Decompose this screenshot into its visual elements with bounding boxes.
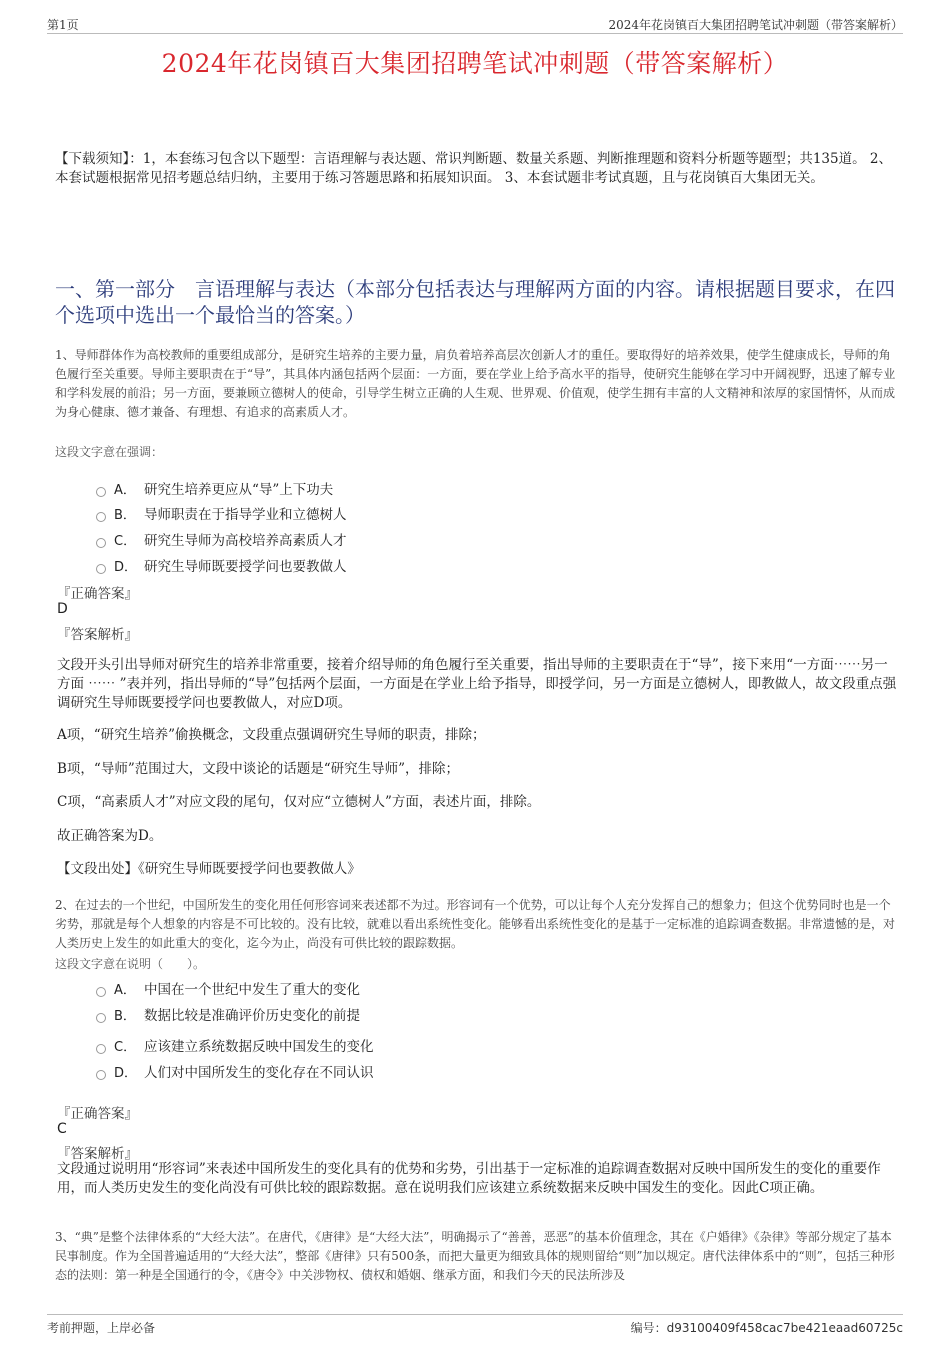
radio-icon[interactable] xyxy=(96,987,106,997)
question-1-text: 1、导师群体作为高校教师的重要组成部分，是研究生培养的主要力量，肩负着培养高层次创新人才的重任。要取得好的培养效果，使学生健康成长，导师的角色履行至关重要。导师主要职责在于“导”，其具体内涵包括两个层面：一方面，要在学业上给予高水平的指导，使研究生能够在学习中开阔视野，迅速了解专业和学科发展的前沿；另一方面，要兼顾立德树人的使命，引导学生树立正确的人生观、世界观、价值观，使学生拥有丰富的人文精神和浓厚的家国情怀，从而成为身心健康、德才兼备、有理想、有追求的高素质人才。 xyxy=(55,348,896,419)
radio-icon[interactable] xyxy=(96,538,106,548)
footer-slogan: 考前押题，上岸必备 xyxy=(47,1321,156,1335)
page-footer xyxy=(47,1314,903,1335)
q2-option-a[interactable]: A． 中国在一个世纪中发生了重大的变化 xyxy=(96,978,360,998)
q2-option-d[interactable]: D． 人们对中国所发生的变化存在不同认识 xyxy=(96,1061,374,1081)
radio-icon[interactable] xyxy=(96,512,106,522)
q1-source: 【文段出处】《研究生导师既要授学问也要教做人》 xyxy=(57,861,361,877)
radio-icon[interactable] xyxy=(96,1013,106,1023)
page-number: 第1页 xyxy=(47,18,79,32)
page-header xyxy=(47,15,903,34)
q1-analysis-b: B项，“导师”范围过大，文段中谈论的话题是“研究生导师”，排除； xyxy=(57,761,460,777)
question-2-prompt: 这段文字意在说明（ ）。 xyxy=(55,957,206,971)
radio-icon[interactable] xyxy=(96,564,106,574)
question-3-text: 3、“典”是整个法律体系的“大经大法”。在唐代，《唐律》是“大经大法”，明确揭示了“善善，恶恶”的基本价值理念，其在《户婚律》《杂律》等部分规定了基本民事制度。作为全国普遍适用的“大经大法”，整部《唐律》只有500条，而把大量更为细致具体的规则留给“则”加以规定。唐代法律体系中的“则”，包括三种形态的法则：第一种是全国通行的令，《唐令》中关涉物权、债权和婚姻、继承方面，和我们今天的民法所涉及 xyxy=(55,1230,895,1282)
section-heading: 一、第一部分 言语理解与表达（本部分包括表达与理解两方面的内容。请根据题目要求，在四个选项中选出一个最恰当的答案。） xyxy=(55,277,895,327)
radio-icon[interactable] xyxy=(96,487,106,497)
q1-analysis-main: 文段开头引出导师对研究生的培养非常重要，接着介绍导师的角色履行至关重要，指出导师的主要职责在于“导”，接下来用“一方面⋯⋯另一方面 ⋯⋯ ”表并列，指出导师的“导”包括两个层面，一方面是在学业上给予指导，即授学问，另一方面是立德树人，即教做人，故文段重点强调研究生导师既要授学问也要教做人，对应D项。 xyxy=(57,657,897,711)
q1-analysis-c: C项，“高素质人才”对应文段的尾句，仅对应“立德树人”方面，表述片面，排除。 xyxy=(57,794,541,810)
q1-analysis-a: A项，“研究生培养”偷换概念，文段重点强调研究生导师的职责，排除； xyxy=(57,727,486,743)
q1-option-c[interactable]: C． 研究生导师为高校培养高素质人才 xyxy=(96,529,347,549)
q2-correct-label: 『正确答案』 xyxy=(57,1106,138,1122)
radio-icon[interactable] xyxy=(96,1044,106,1054)
q1-option-b[interactable]: B． 导师职责在于指导学业和立德树人 xyxy=(96,503,347,523)
q1-answer: D xyxy=(57,601,68,617)
q1-option-a[interactable]: A． 研究生培养更应从“导”上下功夫 xyxy=(96,478,333,498)
q1-correct-label: 『正确答案』 xyxy=(57,586,138,602)
question-1-prompt: 这段文字意在强调： xyxy=(55,445,164,459)
q2-option-b[interactable]: B． 数据比较是准确评价历史变化的前提 xyxy=(96,1004,360,1024)
q2-option-c[interactable]: C． 应该建立系统数据反映中国发生的变化 xyxy=(96,1035,374,1055)
q1-option-d[interactable]: D． 研究生导师既要授学问也要教做人 xyxy=(96,555,347,575)
q1-conclusion: 故正确答案为D。 xyxy=(57,828,163,844)
q2-analysis: 文段通过说明用“形容词”来表述中国所发生的变化具有的优势和劣势，引出基于一定标准的追踪调查数据对反映中国所发生的变化的重要作用，而人类历史发生的变化尚没有可供比较的跟踪数据。意在说明我们应该建立系统数据来反映中国发生的变化。因此C项正确。 xyxy=(57,1161,881,1196)
document-title: 2024年花岗镇百大集团招聘笔试冲刺题（带答案解析） xyxy=(161,49,789,78)
q2-answer: C xyxy=(57,1121,67,1137)
footer-code: 编号：d93100409f458cac7be421eaad60725c xyxy=(630,1321,903,1335)
q1-analysis-label: 『答案解析』 xyxy=(57,627,138,643)
q2-analysis-label: 『答案解析』 xyxy=(57,1146,138,1162)
download-notice: 【下载须知】：1，本套练习包含以下题型：言语理解与表达题、常识判断题、数量关系题、判断推理题和资料分析题等题型；共135道。 2、本套试题根据常见招考题总结归纳，主要用于练习答题思路和拓展知识面。 3、本套试题非考试真题，且与花岗镇百大集团无关。 xyxy=(55,151,892,186)
header-doc-title: 2024年花岗镇百大集团招聘笔试冲刺题（带答案解析） xyxy=(608,18,903,32)
question-2-text: 2、在过去的一个世纪，中国所发生的变化用任何形容词来表述都不为过。形容词有一个优势，可以让每个人充分发挥自己的想象力；但这个优势同时也是一个劣势，那就是每个人想象的内容是不可比较的。没有比较，就难以看出系统性变化。能够看出系统性变化的是基于一定标准的追踪调查数据。非常遗憾的是，对人类历史上发生的如此重大的变化，迄今为止，尚没有可供比较的跟踪数据。 xyxy=(55,898,896,950)
radio-icon[interactable] xyxy=(96,1070,106,1080)
